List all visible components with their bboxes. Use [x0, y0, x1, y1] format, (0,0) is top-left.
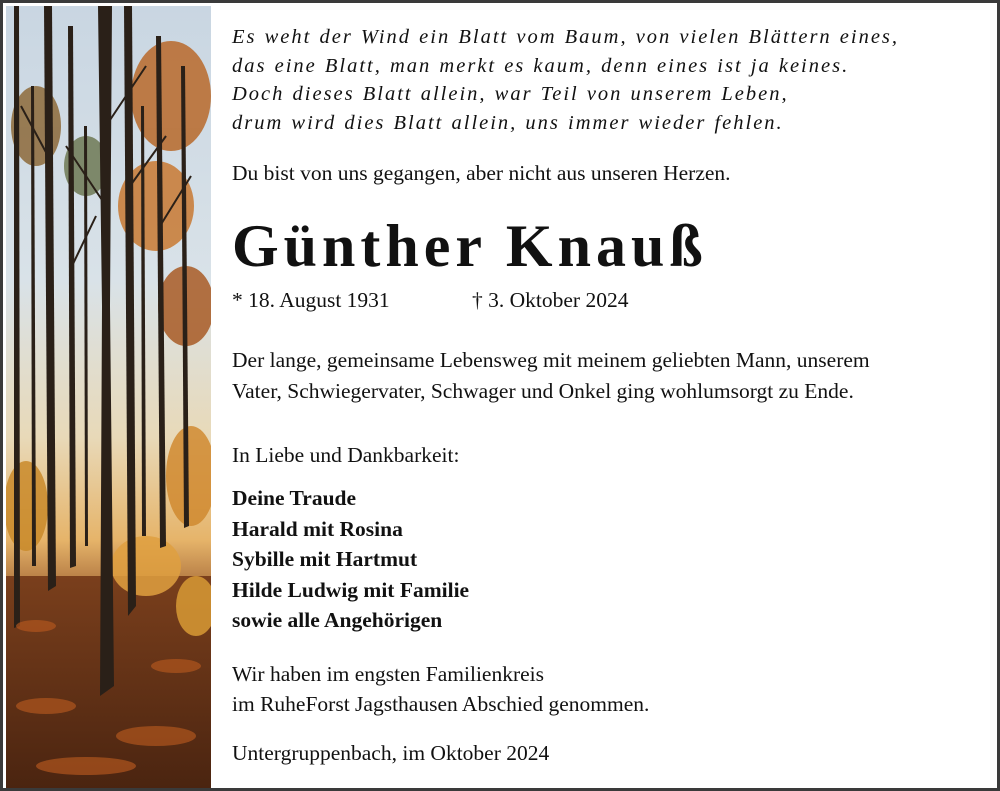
poem-line: das eine Blatt, man merkt es kaum, denn eines ist ja keines. [232, 54, 850, 77]
mourner: Harald mit Rosina [232, 516, 403, 541]
deceased-name: Günther Knauß [232, 213, 708, 279]
poem-line: drum wird dies Blatt allein, uns immer wieder fehlen. [232, 111, 784, 134]
farewell-note [232, 659, 649, 719]
forest-photo [6, 6, 211, 791]
death-date: † 3. Oktober 2024 [472, 288, 629, 312]
mourners-list [232, 483, 469, 636]
mourner: sowie alle Angehörigen [232, 608, 443, 632]
intro-line: Du bist von uns gegangen, aber nicht aus unseren Herzen. [232, 161, 731, 185]
message-line: Vater, Schwiegervater, Schwager und Onkel ging wohlumsorgt zu Ende. [232, 379, 854, 403]
farewell-line: Wir haben im engsten Familienkreis [232, 662, 545, 686]
notice-text [232, 3, 987, 788]
mourner: Hilde Ludwig mit Familie [232, 577, 470, 602]
farewell-line: im RuheForst Jagsthausen Abschied genommen. [232, 692, 650, 716]
poem-line: Doch dieses Blatt allein, war Teil von unserem Leben, [232, 83, 789, 105]
gratitude-line: In Liebe und Dankbarkeit: [232, 443, 460, 467]
poem [232, 23, 899, 137]
life-dates [232, 288, 628, 313]
mourner: Sybille mit Hartmut [232, 547, 418, 571]
message-line: Der lange, gemeinsame Lebensweg mit meinem geliebten Mann, unserem [232, 348, 870, 372]
place-date: Untergruppenbach, im Oktober 2024 [232, 741, 550, 765]
obituary-message [232, 345, 870, 407]
mourner: Deine Traude [232, 486, 357, 510]
poem-line: Es weht der Wind ein Blatt vom Baum, von vielen Blättern eines, [232, 26, 900, 48]
birth-date: * 18. August 1931 [232, 288, 390, 312]
